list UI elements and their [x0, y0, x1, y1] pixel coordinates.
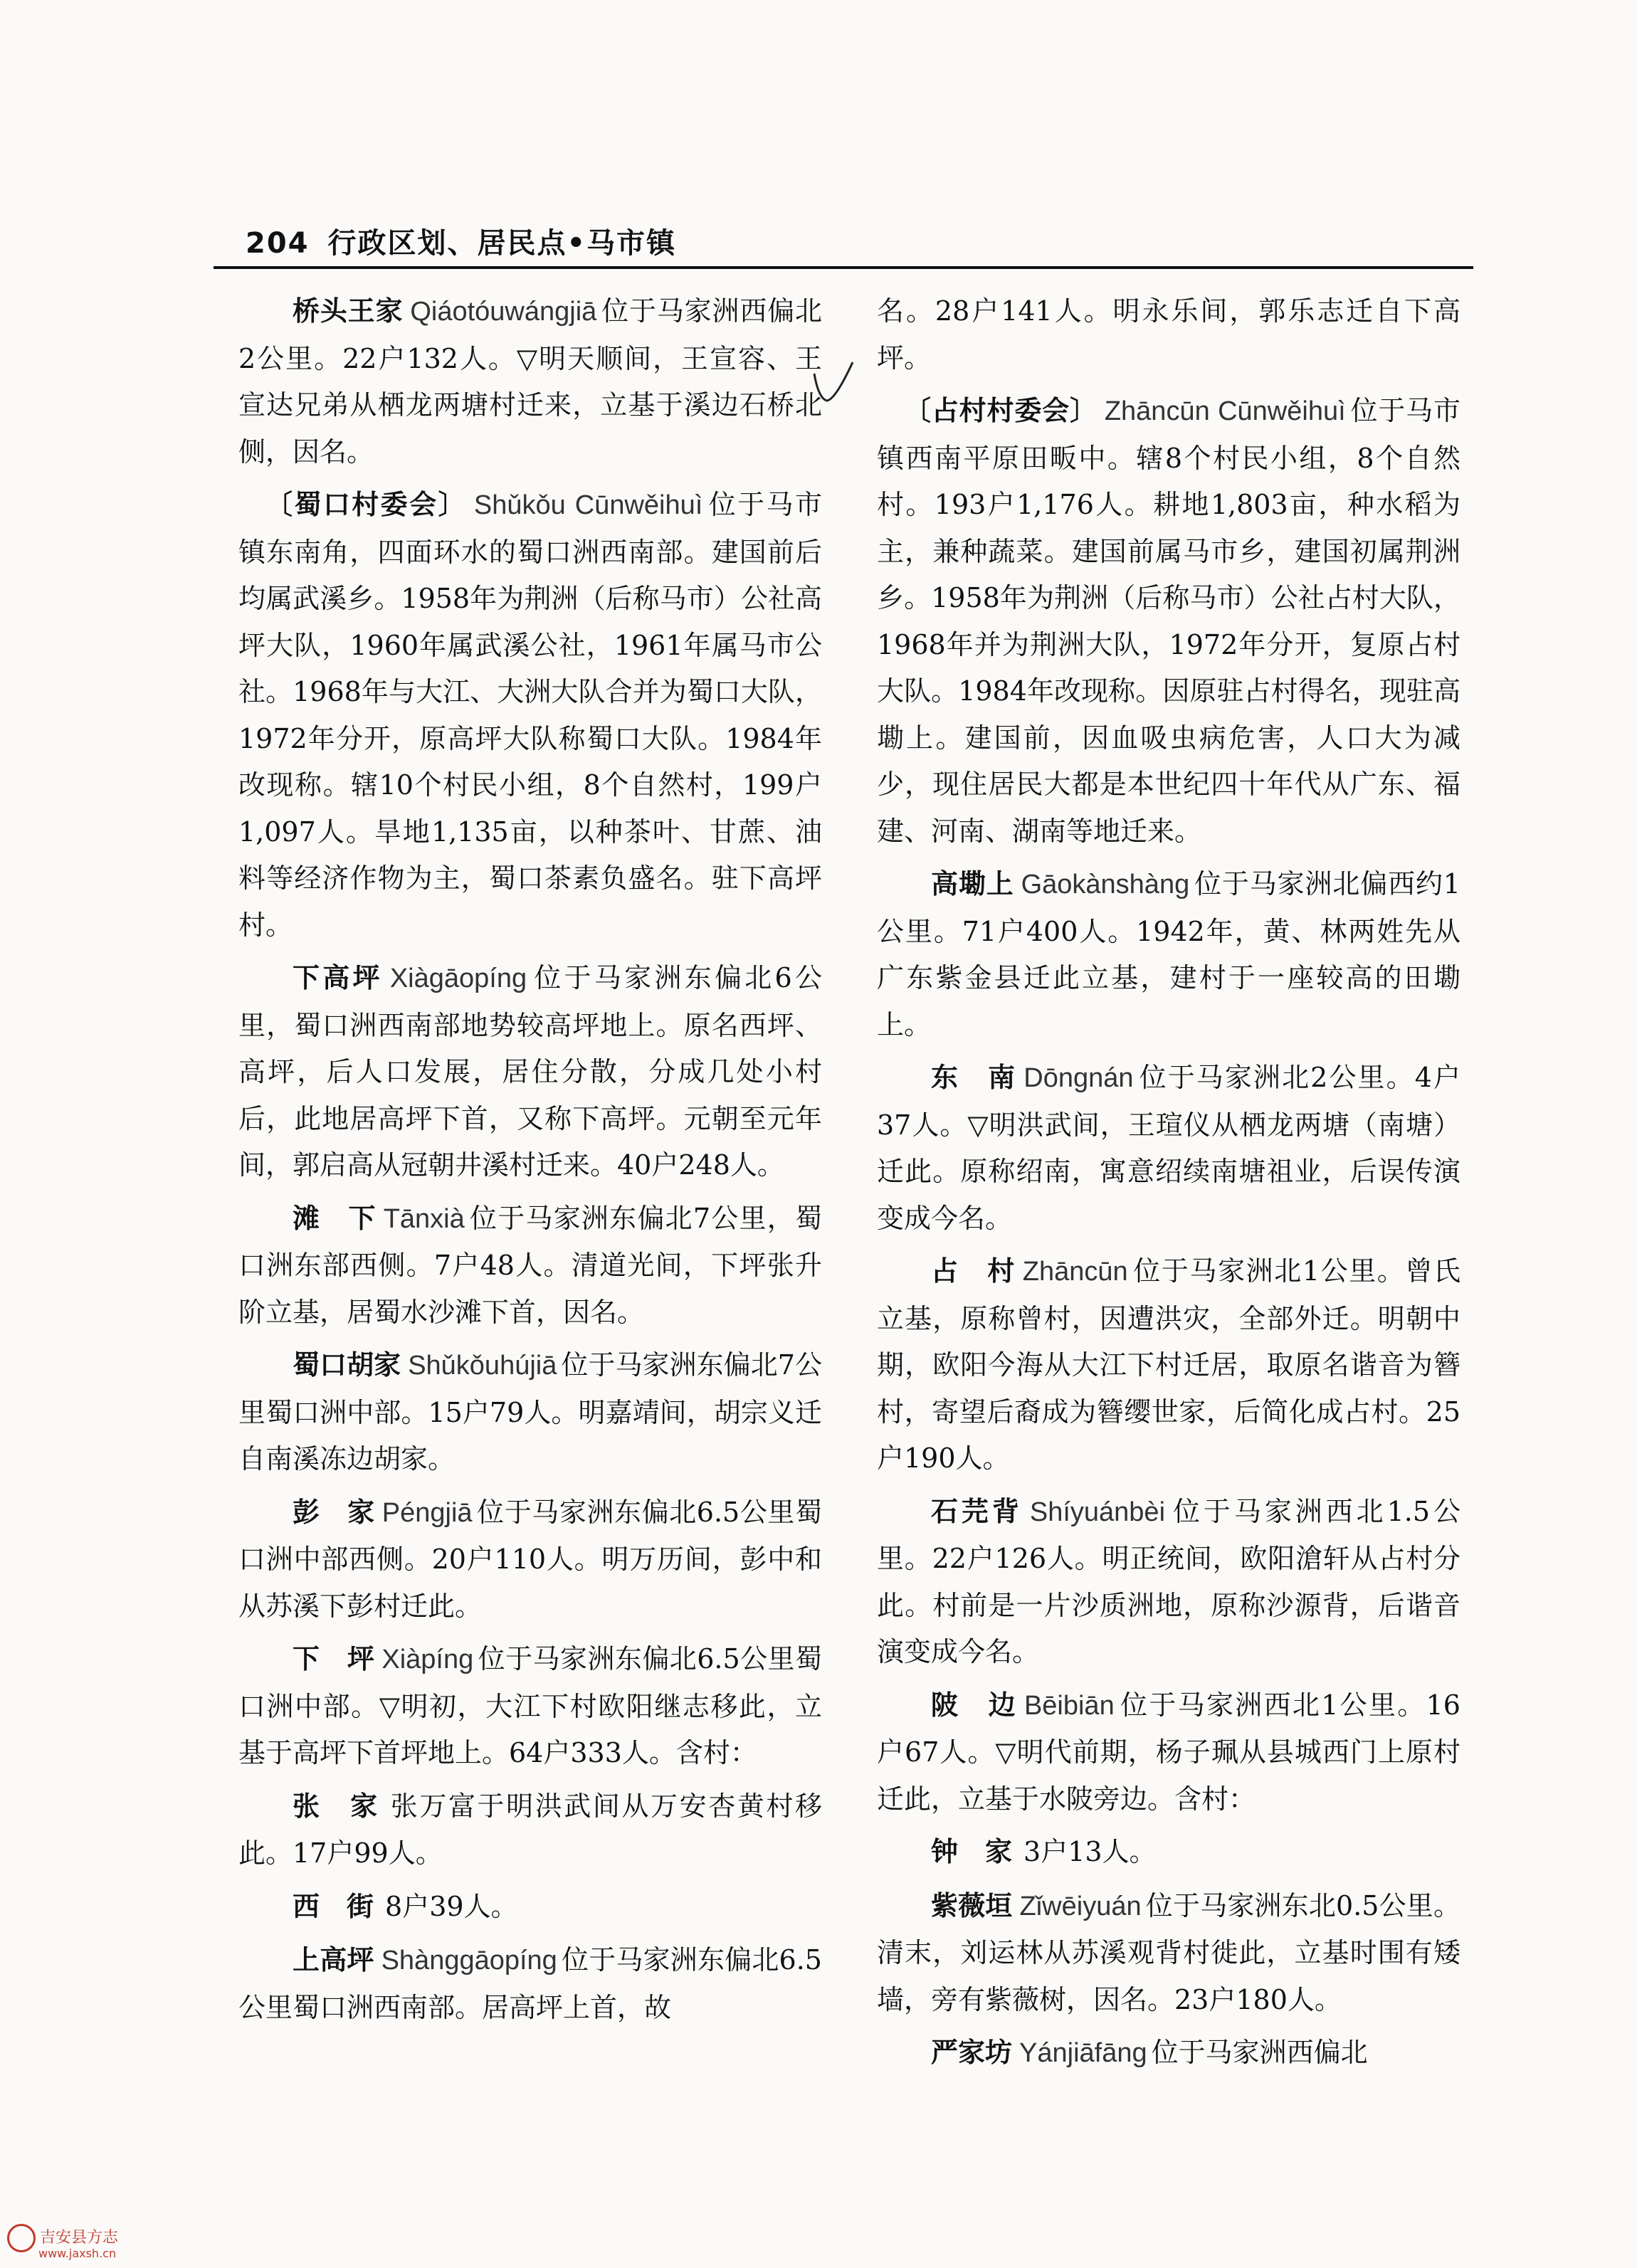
entry-text: 位于马家洲东偏北6.5公里蜀口洲中部西侧。20户110人。明万历间，彭中和从苏溪下彭村迁此。: [238, 1496, 822, 1622]
entry-pinyin: Zhāncūn Cūnwěihuì: [1104, 396, 1346, 426]
entry-text: 位于马家洲东偏北6.5公里蜀口洲中部。▽明初，大江下村欧阳继志移此，立基于高坪下首坪地上。64户333人。含村：: [238, 1643, 822, 1768]
entry-text: 位于马家洲西偏北2公里。22户132人。▽明天顺间，王宣容、王宣达兄弟从栖龙两塘村迁来，立基于溪边石桥北侧，因名。: [238, 295, 822, 468]
entry-text: 位于马家洲西偏北: [1151, 2037, 1368, 2068]
entry: [877, 388, 1460, 855]
header-rule: [214, 266, 1473, 269]
entry-term: 紫薇垣: [931, 1889, 1013, 1921]
entry: [238, 1884, 822, 1931]
entry-term: 东 南: [931, 1062, 1017, 1093]
entry: [877, 1682, 1460, 1823]
entry-term: 蜀口胡家: [293, 1349, 401, 1381]
entry-pinyin: Xiàpíng: [381, 1645, 474, 1674]
entry-term: 上高坪: [293, 1944, 374, 1976]
entry-pinyin: Shíyuánbèi: [1029, 1497, 1166, 1527]
entry-text: 位于马家洲东北0.5公里。清末，刘运林从苏溪观背村徙此，立基时围有矮墙，旁有紫薇树，因名。23户180人。: [877, 1889, 1460, 2015]
watermark-logo-icon: [7, 2224, 36, 2252]
entry-text: 3户13人。: [1023, 1836, 1157, 1867]
entry: [238, 1783, 822, 1877]
entry-term: 陂 边: [931, 1689, 1017, 1721]
entry-term: 严家坊: [931, 2037, 1013, 2068]
site-watermark: [7, 2224, 118, 2260]
entry-term: 滩 下: [293, 1202, 377, 1234]
entry-term: 下 坪: [293, 1643, 375, 1674]
entry-pinyin: Gāokànshàng: [1021, 870, 1190, 900]
watermark-name: 吉安县方志: [40, 2229, 119, 2247]
entry-term: 〔蜀口村委会〕: [265, 489, 467, 520]
entry-term: 张 家: [293, 1790, 379, 1822]
entry-term: 西 街: [293, 1890, 374, 1922]
entry-term: 占 村: [931, 1255, 1016, 1287]
entry-term: 高墈上: [931, 868, 1014, 900]
entry-term: 彭 家: [293, 1496, 375, 1528]
entry: [238, 1636, 822, 1777]
entry: [877, 1829, 1460, 1877]
entry-pinyin: Shǔkǒu Cūnwěihuì: [473, 490, 703, 520]
entry: [238, 288, 822, 475]
entry-pinyin: Péngjiā: [381, 1497, 473, 1528]
entry: [877, 861, 1460, 1048]
entry-term: 下高坪: [293, 962, 383, 993]
entry: [238, 482, 822, 949]
entry-pinyin: Shànggāopíng: [381, 1946, 557, 1976]
entry: [238, 1489, 822, 1630]
watermark-url: www.jaxsh.cn: [38, 2247, 117, 2260]
entry-term: 〔占村村委会〕: [904, 395, 1098, 426]
entry: [877, 1055, 1460, 1242]
entry: [877, 1883, 1460, 2024]
entry-text: 位于马市镇东南角，四面环水的蜀口洲西南部。建国前后均属武溪乡。1958年为荆洲（后称马市）公社高坪大队，1960年属武溪公社，1961年属马市公社。1968年与大江、大洲大队合并为蜀口大队，1972年分开，原高坪大队称蜀口大队。1984年改现称。辖10个村民小组，8个自然村，199户1,097人。旱地1,135亩，以种茶叶、甘蔗、油料等经济作物为主，蜀口茶素负盛名。驻下高坪村。: [238, 489, 822, 941]
entry: [877, 2030, 1460, 2077]
entry-text: 8户39人。: [385, 1890, 518, 1922]
entry-text: 位于马家洲东偏北7公里蜀口洲中部。15户79人。明嘉靖间，胡宗义迁自南溪冻边胡家。: [238, 1349, 822, 1475]
entry: [238, 1196, 822, 1336]
entry-text: 位于马市镇西南平原田畈中。辖8个村民小组，8个自然村。193户1,176人。耕地1,803亩，种水稻为主，兼种蔬菜。建国前属马市乡，建国初属荆洲乡。1958年为荆洲（后称马市）公社占村大队，1968年并为荆洲大队，1972年分开，复原占村大队。1984年改现称。因原驻占村得名，现驻高墈上。建国前，因血吸虫病危害，人口大为减少，现住居民大都是本世纪四十年代从广东、福建、河南、湖南等地迁来。: [877, 395, 1460, 847]
entry-pinyin: Qiáotóuwángjiā: [410, 297, 597, 327]
entry-text: 位于马家洲东偏北6.5公里蜀口洲西南部。居高坪上首，故: [238, 1944, 822, 2023]
entry-text: 位于马家洲西北1.5公里。22户126人。明正统间，欧阳滄轩从占村分此。村前是一片沙质洲地，原称沙源背，后谐音演变成今名。: [877, 1495, 1460, 1667]
page-title: 行政区划、居民点•马市镇: [327, 227, 677, 260]
entry: [877, 1489, 1460, 1676]
entry-continuation: 名。28户141人。明永乐间，郭乐志迁自下高坪。: [877, 295, 1460, 374]
entry-text: 张万富于明洪武间从万安杏黄村移此。17户99人。: [238, 1790, 822, 1869]
entry-term: 石芫背: [931, 1495, 1023, 1527]
entry-text: 位于马家洲东偏北6公里，蜀口洲西南部地势较高坪地上。原名西坪、高坪，后人口发展，居住分散，分成几处小村后，此地居高坪下首，又称下高坪。元朝至元年间，郭启高从冠朝井溪村迁来。40户248人。: [238, 962, 822, 1181]
entry-text: 位于马家洲西北1公里。16户67人。▽明代前期，杨子珮从县城西门上原村迁此，立基于水陂旁边。含村：: [877, 1689, 1460, 1815]
entry: [238, 1937, 822, 2031]
entry-term: 桥头王家: [293, 295, 404, 327]
page-number: 204: [246, 227, 310, 260]
entry: [238, 955, 822, 1189]
left-column: [238, 288, 822, 2037]
entry-pinyin: Zǐwēiyuán: [1019, 1891, 1142, 1921]
entry-text: 位于马家洲北1公里。曾氏立基，原称曾村，因遭洪灾，全部外迁。明朝中期，欧阳今海从大江下村迁居，取原名谐音为簪村，寄望后裔成为簪缨世家，后简化成占村。25户190人。: [877, 1255, 1460, 1474]
entry-term: 钟 家: [931, 1836, 1013, 1867]
entry-text: 位于马家洲东偏北7公里，蜀口洲东部西侧。7户48人。清道光间，下坪张升阶立基，居蜀水沙滩下首，因名。: [238, 1202, 822, 1328]
right-column: [877, 288, 1460, 2084]
page-header: [246, 221, 676, 261]
entry-text: 位于马家洲北2公里。4户37人。▽明洪武间，王瑄仪从栖龙两塘（南塘）迁此。原称绍南，寓意绍续南塘祖业，后误传演变成今名。: [877, 1062, 1460, 1234]
entry-pinyin: Yánjiāfāng: [1019, 2038, 1147, 2068]
entry-pinyin: Xiàgāopíng: [389, 964, 527, 993]
entry-pinyin: Shǔkǒuhújiā: [408, 1351, 557, 1381]
entry: [877, 1248, 1460, 1482]
entry-text: 位于马家洲北偏西约1公里。71户400人。1942年，黄、林两姓先从广东紫金县迁此立基，建村于一座较高的田墈上。: [877, 868, 1460, 1040]
entry-pinyin: Tānxià: [383, 1203, 465, 1234]
entry-pinyin: Zhāncūn: [1022, 1257, 1128, 1287]
entry: [238, 1342, 822, 1483]
entry-pinyin: Bēibiān: [1023, 1690, 1115, 1721]
entry-pinyin: Dōngnán: [1023, 1063, 1134, 1093]
